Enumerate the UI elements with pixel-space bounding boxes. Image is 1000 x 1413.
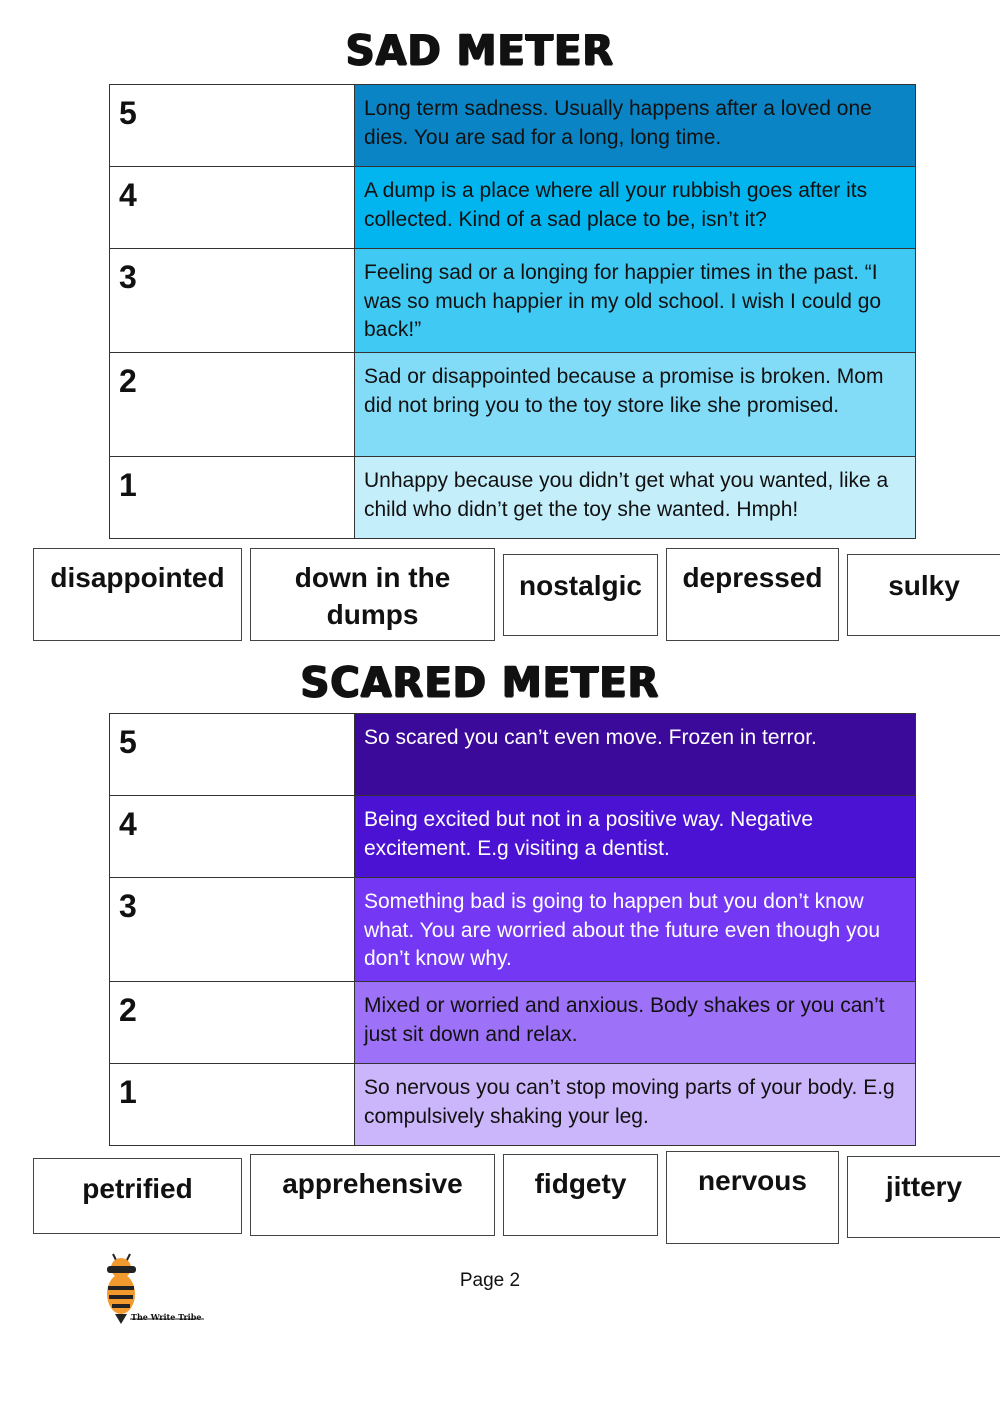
sad-meter-table [109,84,916,539]
level-number: 4 [110,167,355,249]
level-description: So nervous you can’t stop moving parts of your body. E.g compulsively shaking your leg. [355,1064,916,1146]
level-description: Being excited but not in a positive way. Negative excitement. E.g visiting a dentist. [355,796,916,878]
word-card-disappointed[interactable]: disappointed [33,548,242,641]
sad-meter-title: SAD METER [345,26,615,76]
table-row [110,714,916,796]
scared-meter-table [109,713,916,1146]
level-number: 2 [110,353,355,457]
table-row [110,249,916,353]
table-row [110,85,916,167]
word-card-fidgety[interactable]: fidgety [503,1154,658,1236]
level-description: A dump is a place where all your rubbish goes after its collected. Kind of a sad place to be, isn’t it? [355,167,916,249]
logo-text: The Write Tribe [131,1312,202,1322]
level-number: 4 [110,796,355,878]
word-card-down-in-the-dumps[interactable]: down in the dumps [250,548,495,641]
level-description: Something bad is going to happen but you don’t know what. You are worried about the future even though you don’t know why. [355,878,916,982]
level-number: 3 [110,878,355,982]
table-row [110,457,916,539]
level-number: 1 [110,457,355,539]
table-row [110,353,916,457]
word-card-apprehensive[interactable]: apprehensive [250,1154,495,1236]
scared-meter-title: SCARED METER [300,658,660,708]
level-description: Sad or disappointed because a promise is broken. Mom did not bring you to the toy store like she promised. [355,353,916,457]
table-row [110,878,916,982]
level-description: Mixed or worried and anxious. Body shakes or you can’t just sit down and relax. [355,982,916,1064]
level-number: 5 [110,85,355,167]
word-card-nervous[interactable]: nervous [666,1151,839,1244]
level-number: 2 [110,982,355,1064]
word-card-nostalgic[interactable]: nostalgic [503,554,658,636]
word-card-petrified[interactable]: petrified [33,1158,242,1234]
level-description: Feeling sad or a longing for happier times in the past. “I was so much happier in my old school. I wish I could go back!” [355,249,916,353]
level-description: Unhappy because you didn’t get what you wanted, like a child who didn’t get the toy she wanted. Hmph! [355,457,916,539]
level-number: 3 [110,249,355,353]
level-number: 1 [110,1064,355,1146]
word-card-depressed[interactable]: depressed [666,548,839,641]
word-card-sulky[interactable]: sulky [847,554,1000,636]
table-row [110,796,916,878]
level-number: 5 [110,714,355,796]
table-row [110,1064,916,1146]
level-description: So scared you can’t even move. Frozen in terror. [355,714,916,796]
level-description: Long term sadness. Usually happens after a loved one dies. You are sad for a long, long time. [355,85,916,167]
page-number: Page 2 [459,1270,521,1291]
table-row [110,982,916,1064]
table-row [110,167,916,249]
word-card-jittery[interactable]: jittery [847,1156,1000,1238]
